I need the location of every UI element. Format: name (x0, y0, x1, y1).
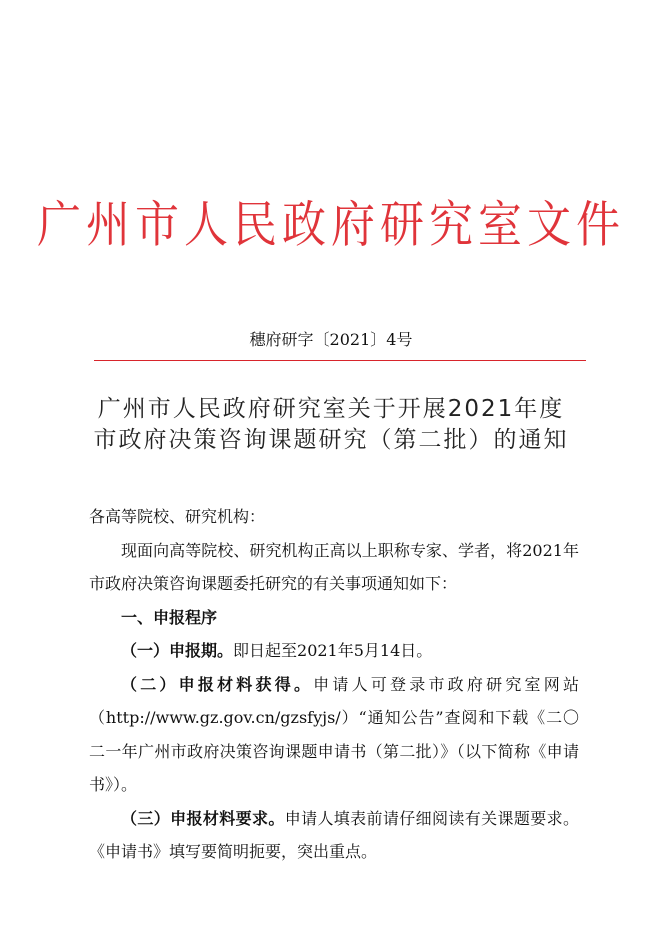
intro-paragraph: 现面向高等院校、研究机构正高以上职称专家、学者，将2021年市政府决策咨询课题委托研究的有关事项通知如下： (89, 540, 579, 593)
section-1-item-2 (89, 668, 579, 802)
section-1-heading: 一、申报程序 (121, 607, 218, 627)
item-label: （三）申报材料要求。 (121, 808, 285, 828)
section-1-item-1 (89, 634, 579, 668)
title-line-1: 广州市人民政府研究室关于开展2021年度 (97, 396, 565, 422)
document-title (60, 394, 602, 456)
section-1-item-3 (89, 802, 579, 869)
document-masthead: 广州市人民政府研究室文件 (37, 196, 625, 254)
item-text: 申请人填表前请仔细阅读有关课题要求。《申请书》填写要简明扼要，突出重点。 (89, 808, 579, 861)
item-text: 即日起至2021年5月14日。 (233, 641, 433, 660)
document-body (89, 500, 579, 869)
item-label: （一）申报期。 (121, 641, 234, 660)
red-separator-line (94, 360, 586, 361)
salutation: 各高等院校、研究机构： (89, 507, 266, 526)
document-number: 穗府研字〔2021〕4号 (249, 330, 413, 349)
item-label: （二）申报材料获得。 (121, 674, 314, 694)
item-text: 申请人可登录市政府研究室网站（http://www.gz.gov.cn/gzsfyjs/）“通知公告”查阅和下载《二〇二一年广州市政府决策咨询课题申请书（第二批）》（以下简称《申请书》）。 (89, 674, 579, 794)
title-line-2: 市政府决策咨询课题研究（第二批）的通知 (93, 427, 569, 453)
